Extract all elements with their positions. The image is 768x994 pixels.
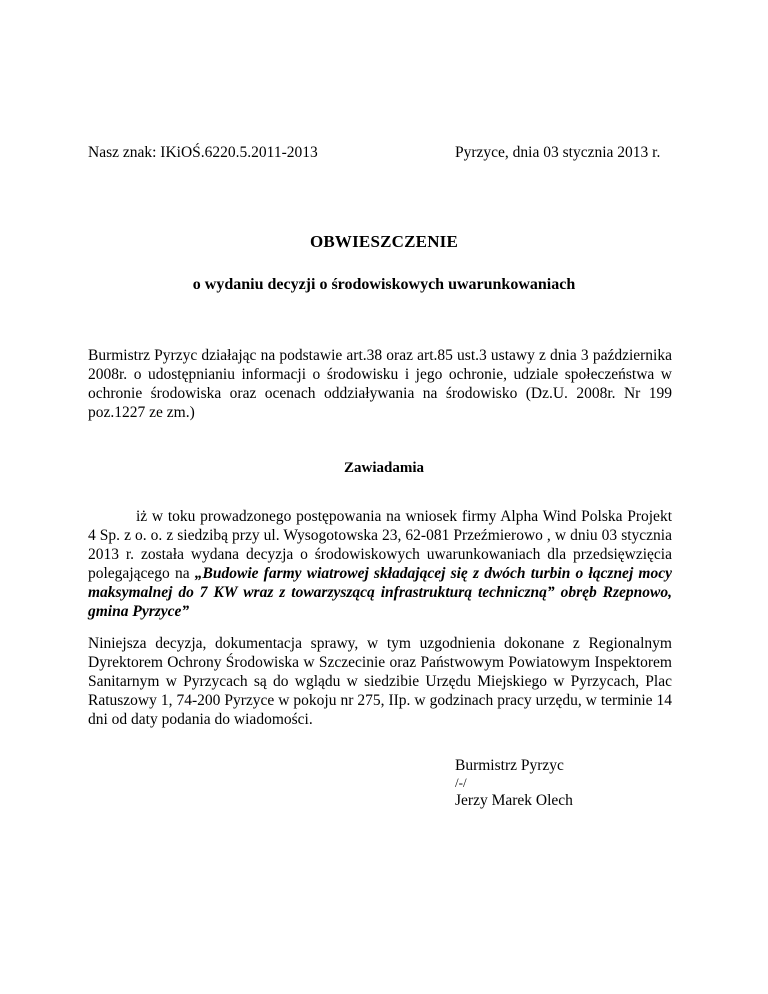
signatory-position: Burmistrz Pyrzyc bbox=[455, 757, 564, 774]
document-subtitle: o wydaniu decyzji o środowiskowych uwarunkowaniach bbox=[192, 276, 576, 293]
signature-block bbox=[455, 756, 573, 810]
reference-number: Nasz znak: IKiOŚ.6220.5.2011-2013 bbox=[88, 144, 318, 161]
document-title: OBWIESZCZENIE bbox=[309, 232, 459, 251]
intro-paragraph: Burmistrz Pyrzyc działając na podstawie art.38 oraz art.85 ust.3 ustawy z dnia 3 października 2008r. o udostępnianiu informacji o środowisku i jego ochronie, udziale społeczeństwa w ochronie środowiska oraz ocenach oddziaływania na środowisko (Dz.U. 2008r. Nr 199 poz.1227 ze zm.) bbox=[88, 347, 672, 421]
notice-text: iż w toku prowadzonego postępowania na wniosek firmy Alpha Wind Polska Projekt 4 Sp. z o. o. z siedzibą przy ul. Wysogotowska 23, 62-081 Przeźmierowo , w dniu 03 stycznia 2013 r. została wydana decyzja o środowiskowych uwarunkowaniach dla przedsięwzięcia polegającego na bbox=[88, 508, 672, 582]
signatory-name: Jerzy Marek Olech bbox=[455, 792, 573, 809]
notice-paragraph bbox=[88, 507, 672, 621]
place-and-date: Pyrzyce, dnia 03 stycznia 2013 r. bbox=[455, 144, 661, 161]
project-name: „Budowie farmy wiatrowej składającej się z dwóch turbin o łącznej mocy maksymalnej do 7 KW wraz z towarzyszącą infrastrukturą techniczną” obręb Rzepnowo, gmina Pyrzyce” bbox=[88, 565, 672, 620]
notice-heading: Zawiadamia bbox=[343, 460, 424, 476]
availability-paragraph: Niniejsza decyzja, dokumentacja sprawy, w tym uzgodnienia dokonane z Regionalnym Dyrektorem Ochrony Środowiska w Szczecinie oraz Państwowym Powiatowym Inspektorem Sanitarnym w Pyrzycach są do wglądu w siedzibie Urzędu Miejskiego w Pyrzycach, Plac Ratuszowy 1, 74-200 Pyrzyce w pokoju nr 275, IIp. w godzinach pracy urzędu, w terminie 14 dni od daty podania do wiadomości. bbox=[88, 635, 672, 728]
signature-mark: /-/ bbox=[455, 775, 467, 790]
